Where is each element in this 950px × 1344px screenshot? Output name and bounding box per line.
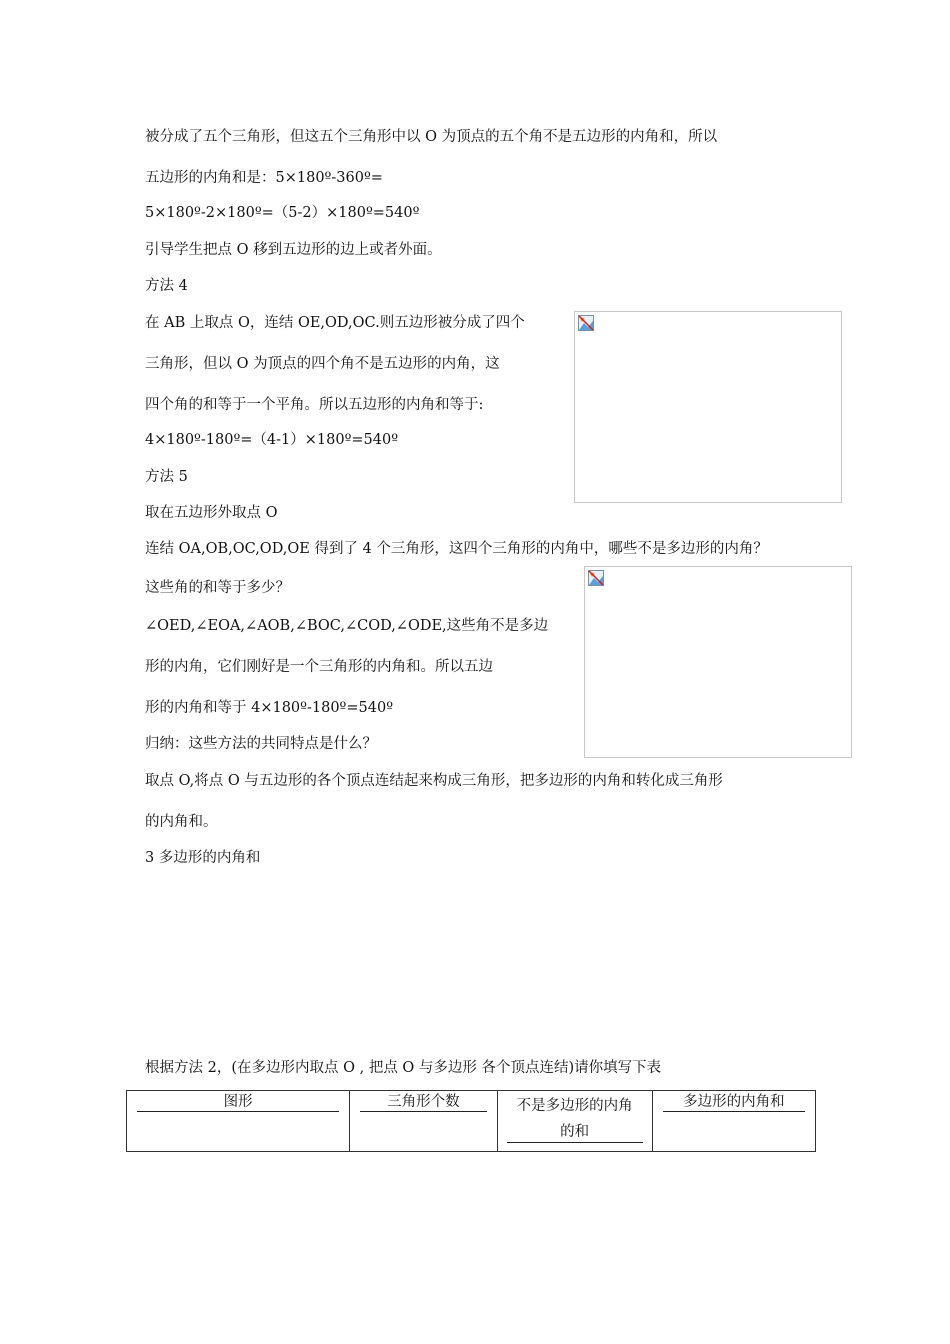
- header-non-interior-sum: [497, 1091, 652, 1152]
- text-line-2: 五边形的内角和是：5×180º-360º=: [145, 170, 383, 186]
- text-line-1: 被分成了五个三角形，但这五个三角形中以 O 为顶点的五个角不是五边形的内角和，所以: [145, 129, 718, 145]
- method-5-heading: 方法 5: [145, 469, 188, 485]
- text-line-12: 连结 OA,OB,OC,OD,OE 得到了 4 个三角形，这四个三角形的内角中，哪些不是多边形的内角？: [145, 541, 768, 557]
- header-triangle-count: [350, 1091, 497, 1152]
- text-line-14: ∠OED,∠EOA,∠AOB,∠BOC,∠COD,∠ODE,这些角不是多边: [145, 618, 549, 634]
- text-line-15: 形的内角，它们刚好是一个三角形的内角和。所以五边: [145, 659, 493, 675]
- text-line-9: 4×180º-180º=（4-1）×180º=540º: [145, 432, 399, 448]
- polygon-angle-table: [126, 1090, 816, 1152]
- text-line-13: 这些角的和等于多少？: [145, 580, 290, 596]
- header-non-interior-label: 不是多边形的内角: [516, 1098, 633, 1114]
- header-non-interior-label-2: 的和: [507, 1122, 643, 1143]
- header-interior-sum: [652, 1091, 815, 1152]
- text-line-17: 归纳：这些方法的共同特点是什么？: [145, 736, 377, 752]
- header-triangle-count-label: 三角形个数: [360, 1093, 486, 1112]
- text-line-18: 取点 O,将点 O 与五边形的各个顶点连结起来构成三角形，把多边形的内角和转化成三角形: [145, 773, 723, 789]
- text-line-11: 取在五边形外取点 O: [145, 505, 278, 521]
- text-line-19: 的内角和。: [145, 814, 218, 830]
- table-instruction: 根据方法 2，(在多边形内取点 O , 把点 O 与多边形 各个顶点连结)请你填写下表: [145, 1060, 662, 1076]
- method-4-heading: 方法 4: [145, 278, 188, 294]
- figure-placeholder-method-4: [574, 311, 842, 503]
- broken-image-icon: [578, 315, 594, 331]
- text-line-16: 形的内角和等于 4×180º-180º=540º: [145, 700, 394, 716]
- figure-placeholder-method-5: [584, 566, 852, 758]
- header-shape: [127, 1091, 350, 1152]
- text-line-4: 引导学生把点 O 移到五边形的边上或者外面。: [145, 242, 442, 258]
- text-line-8: 四个角的和等于一个平角。所以五边形的内角和等于:: [145, 397, 484, 413]
- header-shape-label: 图形: [137, 1093, 339, 1112]
- text-line-3: 5×180º-2×180º=（5-2）×180º=540º: [145, 205, 420, 221]
- table-row: [127, 1091, 816, 1152]
- text-line-7: 三角形，但以 O 为顶点的四个角不是五边形的内角，这: [145, 356, 500, 372]
- section-3-heading: 3 多边形的内角和: [145, 850, 261, 866]
- header-interior-sum-label: 多边形的内角和: [663, 1093, 805, 1112]
- broken-image-icon: [588, 570, 604, 586]
- text-line-6: 在 AB 上取点 O，连结 OE,OD,OC.则五边形被分成了四个: [145, 315, 525, 331]
